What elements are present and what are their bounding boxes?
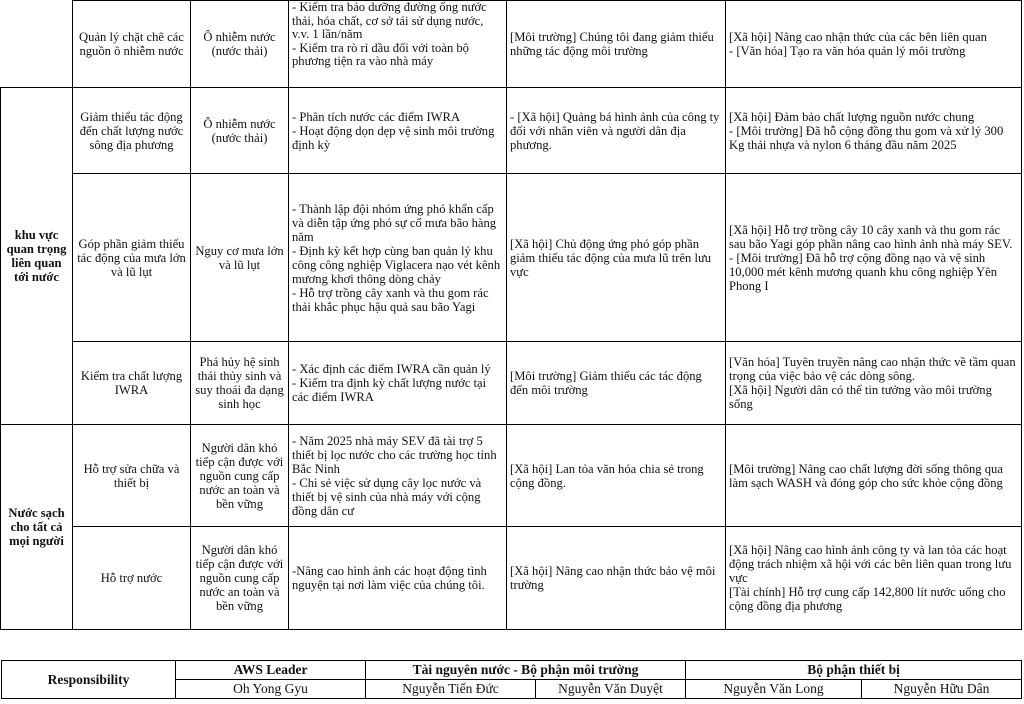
action-line: - Hỗ trợ trồng cây xanh và thu gom rác thải khắc phục hậu quả sau bão Yagi: [292, 285, 489, 314]
table-row: [1, 1, 1022, 88]
actions-cell: [289, 425, 507, 527]
issue-cell: Quản lý chặt chẽ các nguồn ô nhiễm nước: [73, 1, 191, 88]
action-line: - Chi sẻ việc sử dụng cây lọc nước và thiết bị vệ sinh của nhà máy với cộng đồng dân cư: [292, 475, 482, 518]
signoff-name: Nguyễn Văn Long: [686, 680, 862, 699]
impact-cell: [Xã hội] Nâng cao nhận thức bảo vệ môi trường: [507, 527, 726, 630]
benefits-cell: [726, 527, 1022, 630]
benefit-line: [Xã hội] Người dân có thể tin tưởng vào môi trường sống: [729, 383, 992, 411]
signoff-header: AWS Leader: [176, 661, 366, 680]
actions-cell: [289, 174, 507, 342]
actions-cell: [289, 88, 507, 174]
benefit-line: - [Môi trường] Đã hỗ cộng đồng thu gom và xử lý 300 Kg thải nhựa và nylon 6 tháng đầu năm 2025: [729, 123, 1004, 152]
action-line: - Thành lập đội nhóm ứng phó khẩn cấp và diễn tập ứng phó sự cố mưa bão hàng năm: [292, 201, 497, 244]
action-line: - Định kỳ kết hợp cùng ban quản lý khu công công nghiệp Viglacera nạo vét kênh mương khơi thông dòng chảy: [292, 243, 501, 286]
benefits-cell: [726, 425, 1022, 527]
benefit-line: [Môi trường] Nâng cao chất lượng đời sống thông qua làm sạch WASH và đóng góp cho sức khỏe cộng đồng: [729, 461, 1003, 490]
impact-cell: [Môi trường] Giảm thiểu các tác động đến môi trường: [507, 342, 726, 425]
responsibility-label: Responsibility: [2, 661, 176, 699]
impact-cell: [Môi trường] Chúng tôi đang giảm thiểu những tác động môi trường: [507, 1, 726, 88]
impact-cell: [Xã hội] Chủ động ứng phó góp phần giảm thiểu tác động của mưa lũ trên lưu vực: [507, 174, 726, 342]
benefits-cell: [726, 342, 1022, 425]
impact-cell: - [Xã hội] Quảng bá hình ảnh của công ty đối với nhân viên và người dân địa phương.: [507, 88, 726, 174]
table-row: [1, 425, 1022, 527]
benefits-cell: [726, 1, 1022, 88]
signoff-header: Bộ phận thiết bị: [686, 661, 1022, 680]
action-line: - Kiểm tra rò rỉ dầu đối với toàn bộ phương tiện ra vào nhà máy: [292, 40, 469, 68]
impact-cell: [Xã hội] Lan tỏa văn hóa chia sẻ trong cộng đồng.: [507, 425, 726, 527]
signoff-header-row: [2, 661, 1022, 680]
risk-cell: Ô nhiễm nước (nước thải): [191, 88, 289, 174]
issue-cell: Kiểm tra chất lượng IWRA: [73, 342, 191, 425]
signoff-table: [1, 660, 1022, 699]
risk-cell: Nguy cơ mưa lớn và lũ lụt: [191, 174, 289, 342]
table-row: [1, 174, 1022, 342]
actions-cell: [289, 342, 507, 425]
group-cell-empty: [1, 1, 73, 88]
action-line: - Hoạt động dọn dẹp vệ sinh môi trường định kỳ: [292, 123, 495, 152]
table-row: [1, 342, 1022, 425]
risk-cell: Người dân khó tiếp cận được với nguồn cung cấp nước an toàn và bền vững: [191, 527, 289, 630]
benefit-line: [Xã hội] Hỗ trợ trồng cây 10 cây xanh và thu gom rác sau bão Yagi góp phần nâng cao hình ảnh nhà máy SEV.: [729, 222, 1013, 251]
issue-cell: Góp phần giảm thiểu tác động của mưa lớn và lũ lụt: [73, 174, 191, 342]
signoff-name: Nguyễn Hữu Dân: [862, 680, 1022, 699]
table-row: [1, 527, 1022, 630]
benefit-line: [Xã hội] Nâng cao hình ảnh công ty và lan tỏa các hoạt động trách nhiệm xã hội với các bên liên quan trong lưu vực: [729, 543, 1012, 585]
action-line: -Nâng cao hình ảnh các hoạt động tình nguyện tại nơi làm việc của chúng tôi.: [292, 564, 487, 592]
benefit-line: [Xã hội] Đảm bảo chất lượng nguồn nước chung: [729, 109, 975, 124]
risk-cell: Ô nhiễm nước (nước thải): [191, 1, 289, 88]
benefits-cell: [726, 174, 1022, 342]
actions-cell: [289, 527, 507, 630]
action-line: - Kiểm tra định kỳ chất lượng nước tại các điểm IWRA: [292, 376, 487, 404]
signoff-header: Tài nguyên nước - Bộ phận môi trường: [366, 661, 686, 680]
action-line: - Năm 2025 nhà máy SEV đã tài trợ 5 thiết bị lọc nước cho các trường học tỉnh Bắc Ninh: [292, 433, 497, 476]
group-cell-clean-water: Nước sạch cho tất cả mọi người: [1, 425, 73, 630]
benefits-cell: [726, 88, 1022, 174]
actions-cell: [289, 1, 507, 88]
benefit-line: [Văn hóa] Tuyên truyền nâng cao nhận thức về tầm quan trọng của việc bảo vệ các dòng sông.: [729, 355, 1016, 383]
risk-cell: Người dân khó tiếp cận được với nguồn cung cấp nước an toàn và bền vững: [191, 425, 289, 527]
signoff-name: Nguyễn Tiến Đức: [366, 680, 536, 699]
risk-cell: Phá hủy hệ sinh thái thủy sinh và suy thoái đa dạng sinh học: [191, 342, 289, 425]
table-row: [1, 88, 1022, 174]
benefit-line: [Xã hội] Nâng cao nhận thức của các bên liên quan: [729, 30, 987, 44]
issue-cell: Hỗ trợ sửa chữa và thiết bị: [73, 425, 191, 527]
benefit-line: - [Văn hóa] Tạo ra văn hóa quản lý môi trường: [729, 44, 966, 58]
benefit-line: - [Môi trường] Đã hỗ trợ cộng đồng nạo và vệ sinh 10,000 mét kênh mương quanh khu công nghiệp Yên Phong I: [729, 250, 997, 293]
action-line: - Kiểm tra bảo dưỡng đường ống nước thải, hóa chất, cơ sở tái sử dụng nước, v.v. 1 lần/năm: [292, 0, 487, 41]
signoff-name: Oh Yong Gyu: [176, 680, 366, 699]
action-line: - Xác định các điểm IWRA cần quản lý: [292, 362, 491, 376]
group-cell-water-areas: khu vực quan trọng liên quan tới nước: [1, 88, 73, 425]
benefit-line: [Tài chính] Hỗ trợ cung cấp 142,800 lít nước uống cho cộng đồng địa phương: [729, 585, 1006, 613]
issue-cell: Giảm thiểu tác động đến chất lượng nước sông địa phương: [73, 88, 191, 174]
signoff-name: Nguyễn Văn Duyệt: [536, 680, 686, 699]
action-line: - Phân tích nước các điểm IWRA: [292, 109, 461, 124]
issue-cell: Hỗ trợ nước: [73, 527, 191, 630]
